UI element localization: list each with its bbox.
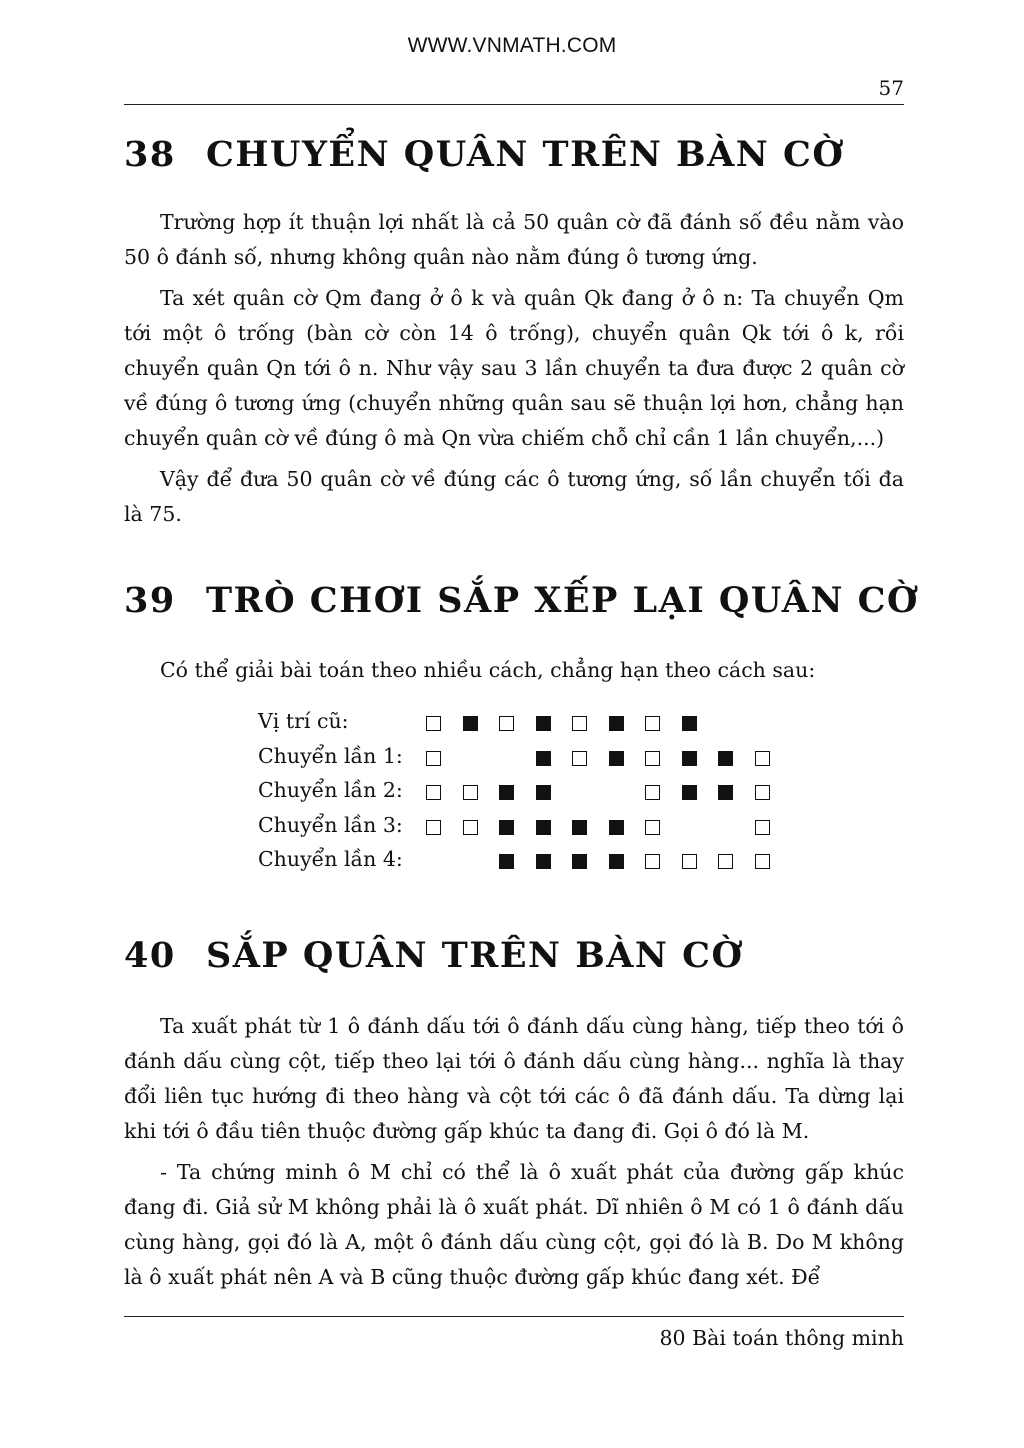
section-38-heading — [124, 134, 924, 175]
black-piece — [718, 751, 733, 766]
footer-book-title: 80 Bài toán thông minh — [659, 1326, 904, 1350]
white-piece — [755, 785, 770, 800]
sequence-row-label: Chuyển lần 4: — [258, 847, 403, 872]
black-piece — [499, 854, 514, 869]
white-piece — [426, 785, 441, 800]
section-40-number: 40 — [124, 935, 176, 976]
sequence-row-label: Chuyển lần 2: — [258, 778, 403, 803]
white-piece — [645, 854, 660, 869]
black-piece — [682, 785, 697, 800]
sequence-row-label: Chuyển lần 1: — [258, 743, 403, 768]
white-piece — [426, 716, 441, 731]
paragraph: Vậy để đưa 50 quân cờ về đúng các ô tương ứng, số lần chuyển tối đa là 75. — [124, 467, 904, 526]
black-piece — [536, 716, 551, 731]
section-38-title: CHUYỂN QUÂN TRÊN BÀN CỜ — [206, 134, 845, 175]
white-piece — [645, 751, 660, 766]
section-39-heading — [124, 580, 924, 621]
sequence-row-label: Chuyển lần 3: — [258, 812, 403, 837]
paragraph: Trường hợp ít thuận lợi nhất là cả 50 quân cờ đã đánh số đều nằm vào 50 ô đánh số, nhưng không quân nào nằm đúng ô tương ứng. — [124, 210, 904, 269]
paragraph: Ta xuất phát từ 1 ô đánh dấu tới ô đánh dấu cùng hàng, tiếp theo tới ô đánh dấu cùng cột, tiếp theo lại tới ô đánh dấu cùng hàng... nghĩa là thay đổi liên tục hướng đi theo hàng và cột tới các ô đã đánh dấu. Ta dừng lại khi tới ô đầu tiên thuộc đường gấp khúc ta đang đi. Gọi ô đó là M. — [124, 1014, 904, 1143]
black-piece — [536, 854, 551, 869]
white-piece — [463, 785, 478, 800]
white-piece — [426, 820, 441, 835]
black-piece — [463, 716, 478, 731]
black-piece — [499, 785, 514, 800]
section-38-number: 38 — [124, 134, 176, 175]
black-piece — [536, 751, 551, 766]
section-40-body — [124, 1009, 904, 1301]
white-piece — [645, 820, 660, 835]
white-piece — [499, 716, 514, 731]
header-rule — [124, 104, 904, 105]
section-39-number: 39 — [124, 580, 176, 621]
black-piece — [609, 716, 624, 731]
black-piece — [682, 716, 697, 731]
black-piece — [499, 820, 514, 835]
paragraph: - Ta chứng minh ô M chỉ có thể là ô xuất phát của đường gấp khúc đang đi. Giả sử M không phải là ô xuất phát. Dĩ nhiên ô M có 1 ô đánh dấu cùng hàng, gọi đó là A, một ô đánh dấu cùng cột, gọi đó là B. Do M không là ô xuất phát nên A và B cũng thuộc đường gấp khúc đang xét. Để — [124, 1160, 904, 1289]
black-piece — [572, 854, 587, 869]
paragraph: Có thể giải bài toán theo nhiều cách, chẳng hạn theo cách sau: — [160, 658, 816, 682]
white-piece — [682, 854, 697, 869]
black-piece — [536, 785, 551, 800]
section-40-heading — [124, 935, 924, 976]
white-piece — [572, 751, 587, 766]
black-piece — [536, 820, 551, 835]
paragraph: Ta xét quân cờ Qm đang ở ô k và quân Qk đang ở ô n: Ta chuyển Qm tới một ô trống (bàn cờ còn 14 ô trống), chuyển quân Qk tới ô k, rồi chuyển quân Qn tới ô n. Như vậy sau 3 lần chuyển ta đưa được 2 quân cờ về đúng ô tương ứng (chuyển những quân sau sẽ thuận lợi hơn, chẳng hạn chuyển quân cờ về đúng ô mà Qn vừa chiếm chỗ chỉ cần 1 lần chuyển,...) — [124, 286, 904, 450]
site-header: WWW.VNMATH.COM — [407, 34, 617, 57]
black-piece — [572, 820, 587, 835]
section-39-title: TRÒ CHƠI SẮP XẾP LẠI QUÂN CỜ — [206, 580, 919, 621]
section-39-body — [124, 653, 904, 694]
black-piece — [609, 854, 624, 869]
white-piece — [718, 854, 733, 869]
page-number: 57 — [878, 76, 904, 100]
black-piece — [682, 751, 697, 766]
black-piece — [718, 785, 733, 800]
white-piece — [645, 785, 660, 800]
white-piece — [755, 854, 770, 869]
sequence-row-label: Vị trí cũ: — [258, 709, 349, 733]
footer-rule — [124, 1316, 904, 1317]
section-38-body — [124, 205, 904, 538]
white-piece — [645, 716, 660, 731]
white-piece — [755, 751, 770, 766]
white-piece — [463, 820, 478, 835]
black-piece — [609, 751, 624, 766]
white-piece — [755, 820, 770, 835]
white-piece — [572, 716, 587, 731]
section-40-title: SẮP QUÂN TRÊN BÀN CỜ — [206, 935, 744, 976]
white-piece — [426, 751, 441, 766]
black-piece — [609, 820, 624, 835]
